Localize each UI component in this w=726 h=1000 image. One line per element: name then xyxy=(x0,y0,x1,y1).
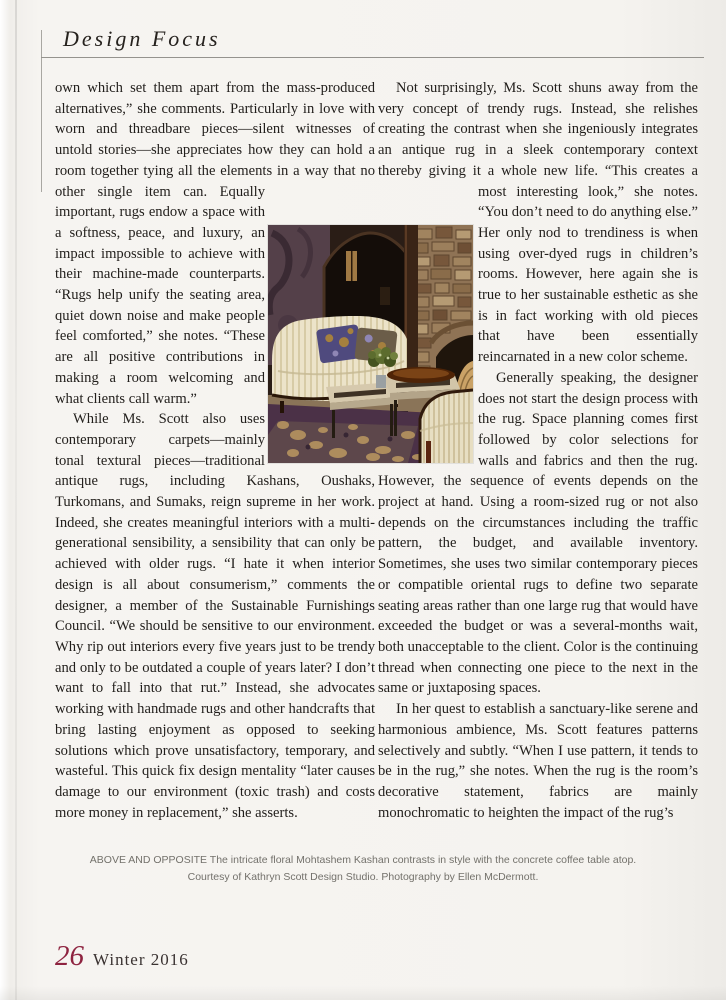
page-footer xyxy=(55,940,189,973)
section-title: Design Focus xyxy=(63,26,221,51)
page-number: 26 xyxy=(55,940,84,972)
photo-caption-line1: ABOVE AND OPPOSITE The intricate floral Mohtashem Kashan contrasts in style with the concrete coffee table atop. xyxy=(89,854,637,866)
paragraph: own which set them apart from the mass-produced alternatives,” she comments. Particularly in love with worn and threadbare pieces—silent witnesses of untold stories—she appreciates how they can hold a room together tying all the elements in a way that no other single item can. Equally important, rugs endow a space with a softness, peace, and luxury, an impact impossible to achieve with their machine-made counterparts. “Rugs help unify the seating area, quiet down noise and make people feel comforted,” she notes. “These are all positive contributions in making a room welcoming and what clients call warm.” xyxy=(55,80,375,407)
photo-caption-line2: Courtesy of Kathryn Scott Design Studio. Photography by Ellen McDermott. xyxy=(187,871,539,883)
paragraph: While Ms. Scott also uses contemporary carpets—mainly tonal textural pieces—traditional antique rugs, including Kashans, Oushaks, Turkomans, and Sumaks, reign supreme in her work. Indeed, she creates meaningful interiors with a multi-generational sensibility, a sensibility that can only be achieved with older rugs. “I hate it when interior design is all about consumerism,” comments the designer, a member of the Sustainable Furnishings Council. “We should be sensitive to our environment. Why rip out interiors every five years just to be trendy and only to be outdated a couple of years later? I don’t want to fall into that rut.” Instead, she advocates working with handmade rugs and other handcrafts that bring lasting enjoyment as opposed to seeking solutions which prove unsatisfactory, temporary, and wasteful. This quick fix design mentality “later causes damage to our environment (toxic trash) and costs more money in replacement,” she asserts. xyxy=(55,411,375,821)
photo-caption xyxy=(0,852,726,886)
paragraph: Not surprisingly, Ms. Scott shuns away from the very concept of trendy rugs. Instead, she relishes creating the contrast when she ingeniously integrates an antique rug in a sleek contemporary context thereby giving it a whole new life. “This creates a most interesting look,” she notes. “You don’t need to do anything else.” Her only nod to trendiness is when using over-dyed rugs in children’s rooms. However, here again she is true to her sustainable esthetic as she is in fact working with old pieces that have been essentially reincarnated in a new color scheme. xyxy=(378,80,698,366)
header-vertical-rule xyxy=(41,30,42,192)
article-photo xyxy=(268,225,473,463)
scan-edge-crease xyxy=(15,0,17,1000)
paragraph: In her quest to establish a sanctuary-like serene and harmonious ambience, Ms. Scott features patterns selectively and subtly. “When I use pattern, it tends to be in the rug,” she notes. When the rug is the room’s decorative statement, fabrics are mainly monochromatic to heighten the impact of the rug’s xyxy=(378,701,698,821)
issue-label: Winter 2016 xyxy=(93,950,189,969)
header-horizontal-rule xyxy=(41,57,704,58)
paragraph: Generally speaking, the designer does not start the design process with the rug. Space planning comes first followed by color selections for walls and fabrics and then the rug. However, the sequence of events depends on the project at hand. Using a room-sized rug or not also depends on the circumstances including the traffic pattern, the budget, and available inventory. Sometimes, she uses two similar contemporary pieces or compatible oriental rugs to define two separate seating areas rather than one large rug that would have exceeded the budget or was a several-months wait, both unacceptable to the client. Color is the continuing thread when connecting one piece to the next in the same or juxtaposing spaces. xyxy=(378,369,698,697)
